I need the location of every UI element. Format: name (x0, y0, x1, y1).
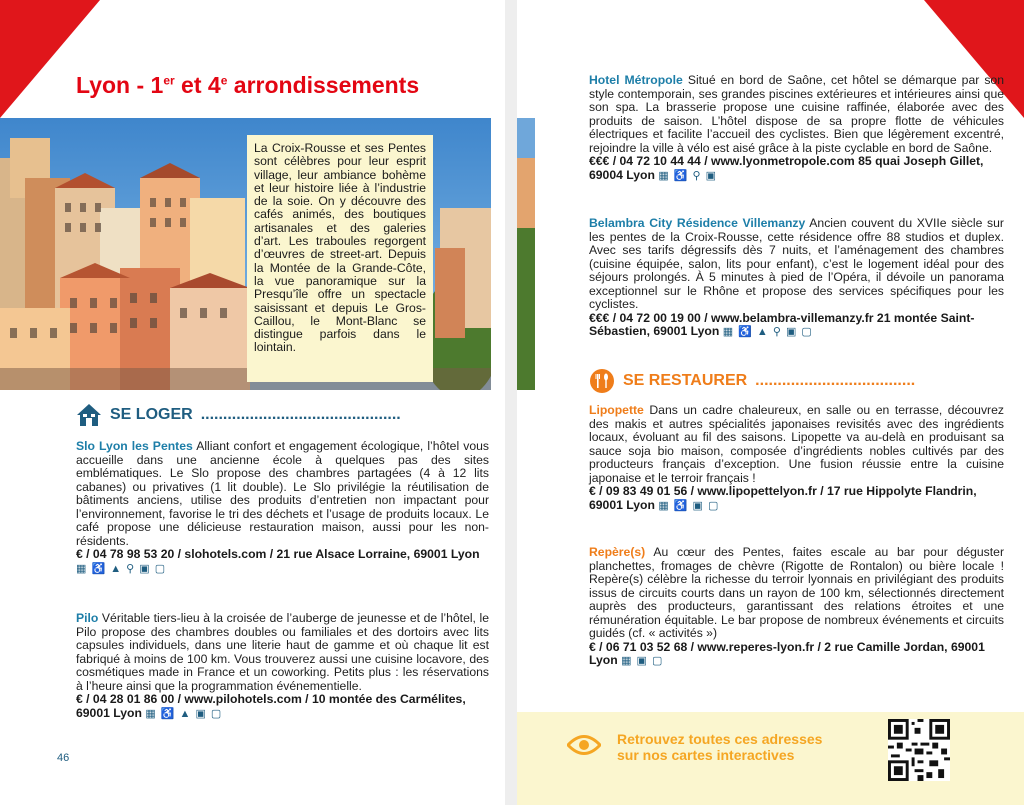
interactive-maps-banner (517, 712, 1024, 805)
listing-text: Au cœur des Pentes, faites escale au bar pour déguster planchettes, fromages de chèvre (Rigotte de Rontalon) ou bière locale ! Repère(s) célèbre la richesse du terroir lyonnais en privilégiant des produits issus de circuits courts dans un rayon de 100 km, sélectionnés directement auprès des producteurs, garantissant des relations étroites et une rémunération équitable. Le bar propose de nombreux événements et circuits guidés (cf. « activités ») (589, 545, 1004, 640)
page-number: 46 (57, 752, 70, 764)
listing-name: Lipopette (589, 403, 644, 417)
listing-metropole (589, 74, 1004, 183)
listing-contact: €€€ / 04 72 10 44 44 / www.lyonmetropole.com 85 quai Joseph Gillet, 69004 Lyon ▦ ♿ ⚲ ▣ (589, 154, 984, 182)
amenity-icons: ▦ ♿ ⚲ ▣ (658, 169, 718, 182)
listing-reperes (589, 546, 1004, 669)
intro-caption: La Croix-Rousse et ses Pentes sont célèbres pour leur esprit village, leur ambiance bohème et leur histoire liée à l’industrie de la soie. On y découvre des cafés animés, des boutiques artisanales et des galeries d’art. Les traboules regorgent d’œuvres de street-art. Depuis la Montée de la Grande-Côte, la vue panoramique sur la Presqu’île offre un spectacle saisissant et depuis Le Gros-Caillou, le Mont-Blanc se distingue parfois dans le lointain. (247, 135, 433, 382)
qr-code[interactable] (888, 719, 950, 781)
amenity-icons: ▦ ♿ ▣ ▢ (658, 499, 720, 512)
page-title: Lyon - 1er et 4e arrondissements (76, 72, 420, 98)
listing-name: Slo Lyon les Pentes (76, 439, 193, 453)
eye-icon (567, 734, 601, 756)
banner-text: Retrouvez toutes ces adresses sur nos cartes interactives (617, 731, 823, 763)
cutlery-icon (589, 368, 615, 394)
listing-text: Alliant confort et engagement écologique, l’hôtel vous accueille dans une ancienne école à quelques pas des sites emblématiques. Le Slo propose des chambres partagées (4 à 12 lits cabanes) ou privatives (1 lit double). Le Slo privilégie la réutilisation de bâtiments anciens, utilise des produits d’entretien non impactant pour l’environnement, favorise le tri des déchets et l’usage de produits locaux. Le café propose une délicieuse restauration maison, aussi pour les non-résidents. (76, 439, 489, 548)
listing-belambra (589, 217, 1004, 340)
listing-name: Belambra City Résidence Villemanzy (589, 216, 806, 230)
right-page (517, 0, 1024, 805)
amenity-icons: ▦ ♿ ▲ ⚲ ▣ ▢ (722, 326, 813, 338)
listing-contact: € / 06 71 03 52 68 / www.reperes-lyon.fr / 2 rue Camille Jordan, 69001 Lyon ▦ ▣ ▢ (589, 639, 985, 667)
amenity-icons: ▦ ▣ ▢ (621, 655, 664, 667)
listing-contact: € / 04 78 98 53 20 / slohotels.com / 21 rue Alsace Lorraine, 69001 Lyon ▦ ♿ ▲ ⚲ ▣ ▢ (76, 547, 480, 575)
listing-text: Situé en bord de Saône, cet hôtel se démarque par son style contemporain, ses grandes piscines extérieures et intérieures ainsi que son spa. La brasserie propose une cuisine raffinée, élaborée avec des produits de saison. L’hôtel dispose de sa propre flotte de véhicules électriques et facilite l’accueil des cyclistes. Bien que légèrement excentré, rejoindre la ville à vélo est aisé grâce à la piste cyclable en bord de Saône. (589, 73, 1004, 155)
section-dots: ............................................. (200, 406, 401, 423)
listing-name: Hotel Métropole (589, 73, 683, 87)
listing-text: Véritable tiers-lieu à la croisée de l’auberge de jeunesse et de l’hôtel, le Pilo propose des chambres doubles ou familiales et des dortoirs avec lits capsules individuels, dans une literie haut de gamme et où chaque lit est fabriqué à moins de 100 km. Vous trouverez aussi une cuisine locavore, des cosmétiques made in France et un coworking. Petits plus : les réservations à l’heure ainsi que la programmation événementielle. (76, 611, 489, 693)
section-title: SE LOGER (110, 406, 193, 423)
corner-decoration (0, 0, 100, 118)
page-gutter (505, 0, 517, 805)
listing-name: Repère(s) (589, 545, 646, 559)
amenity-icons: ▦ ♿ ▲ ⚲ ▣ ▢ (76, 562, 167, 575)
section-se-restaurer (589, 368, 915, 394)
section-se-loger (76, 403, 401, 427)
listing-name: Pilo (76, 611, 99, 625)
listing-contact: € / 09 83 49 01 56 / www.lipopettelyon.fr / 17 rue Hippolyte Flandrin, 69001 Lyon ▦ ♿ ▣ ▢ (589, 484, 977, 512)
house-icon (76, 403, 102, 427)
listing-slo (76, 440, 489, 576)
listing-contact: €€€ / 04 72 00 19 00 / www.belambra-villemanzy.fr 21 montée Saint-Sébastien, 69001 Lyon ▦ ♿ ▲ ⚲ ▣ ▢ (589, 310, 975, 338)
listing-pilo (76, 612, 489, 721)
photo-continuation (517, 118, 535, 390)
listing-contact: € / 04 28 01 86 00 / www.pilohotels.com / 10 montée des Carmélites, 69001 Lyon ▦ ♿ ▲ ▣ ▢ (76, 692, 466, 720)
listing-text: Ancien couvent du XVIIe siècle sur les pentes de la Croix-Rousse, cette résidence offre 88 studios et duplex. Avec ses tarifs dégressifs dès 7 nuits, et l’aménagement des chambres (cuisine équipée, salon, lits pour enfant), c’est le logement idéal pour des séjours prolongés. À 5 minutes à pied de l’Opéra, il dévoile un panorama exceptionnel sur le Rhône et propose des services spécifiques pour les cyclistes. (589, 216, 1004, 311)
section-title: SE RESTAURER (623, 372, 748, 389)
section-dots: .................................... (755, 372, 916, 389)
listing-text: Dans un cadre chaleureux, en salle ou en terrasse, découvrez des makis et autres spécialités japonaises revisités avec des ingrédients locaux, évoluant au fil des saisons. Lipopette va au-delà en produisant sa sauce soja bio maison, composée d’ingrédients nobles cultivés par des producteurs français d’exception. Une fusion réussie entre la cuisine japonaise et le terroir français ! (589, 403, 1004, 485)
amenity-icons: ▦ ♿ ▲ ▣ ▢ (145, 707, 223, 720)
listing-lipopette (589, 404, 1004, 513)
left-page (0, 0, 505, 805)
